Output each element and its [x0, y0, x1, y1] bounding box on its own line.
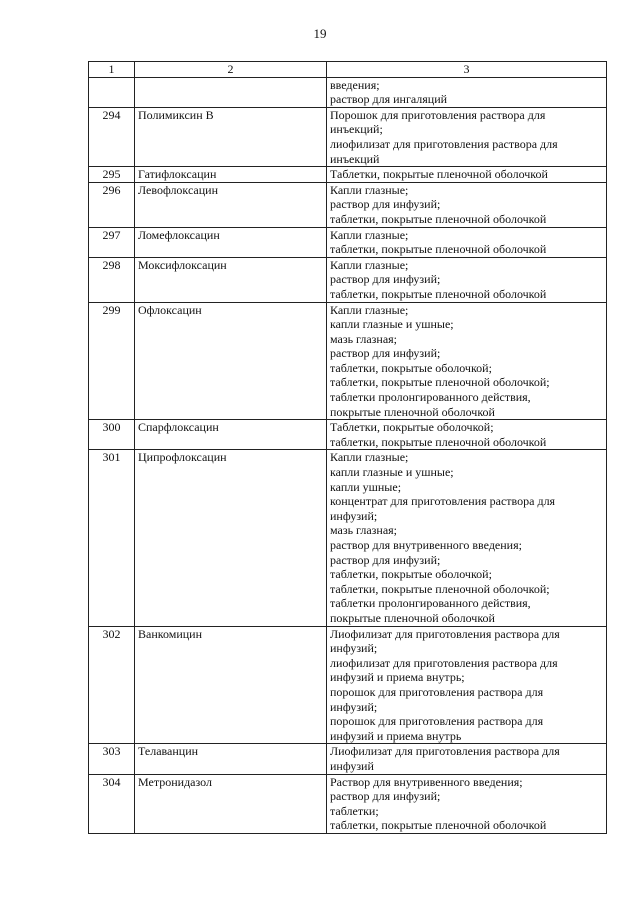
dosage-form-line: раствор для ингаляций [330, 92, 448, 107]
dosage-form-line: раствор для внутривенного введения; [330, 538, 522, 552]
drug-name: Спарфлоксацин [135, 420, 327, 450]
table-row [89, 167, 607, 183]
dosage-form-line: Капли глазные; [330, 302, 409, 317]
drug-name: Ломефлоксацин [135, 227, 327, 257]
dosage-form-line: таблетки; [330, 803, 379, 818]
dosage-form-line: раствор для инфузий; [330, 552, 441, 567]
row-number [89, 77, 135, 107]
table-row [89, 744, 607, 774]
dosage-forms [327, 626, 607, 744]
table-body [89, 77, 607, 833]
dosage-forms [327, 257, 607, 302]
dosage-form-line: лиофилизат для приготовления раствора для [330, 136, 558, 151]
dosage-form-line: концентрат для приготовления раствора для [330, 494, 556, 509]
row-number: 297 [89, 227, 135, 257]
drug-name: Ципрофлоксацин [135, 450, 327, 626]
table-row [89, 257, 607, 302]
dosage-form-line: таблетки, покрытые пленочной оболочкой [330, 286, 547, 301]
row-number: 298 [89, 257, 135, 302]
dosage-forms [327, 77, 607, 107]
table-header-row [89, 62, 607, 78]
dosage-form-line: таблетки, покрытые пленочной оболочкой [330, 211, 547, 226]
dosage-form-line: раствор для инфузий; [330, 789, 441, 804]
dosage-form-line: раствор для инфузий; [330, 272, 441, 287]
row-number: 302 [89, 626, 135, 744]
table-row [89, 77, 607, 107]
dosage-form-line: таблетки, покрытые пленочной оболочкой; [330, 581, 550, 596]
dosage-form-line: инфузий; [330, 508, 378, 523]
table-row [89, 107, 607, 166]
dosage-form-line: порошок для приготовления раствора для [330, 714, 544, 729]
dosage-form-line: Капли глазные; [330, 257, 409, 272]
dosage-forms [327, 182, 607, 227]
drug-name: Метронидазол [135, 774, 327, 833]
row-number: 294 [89, 107, 135, 166]
dosage-forms [327, 450, 607, 626]
drug-name [135, 77, 327, 107]
drug-name: Гатифлоксацин [135, 167, 327, 183]
dosage-forms [327, 227, 607, 257]
dosage-form-line: таблетки, покрытые пленочной оболочкой; [330, 375, 550, 390]
dosage-form-line: Капли глазные; [330, 450, 409, 465]
dosage-form-line: капли ушные; [330, 479, 402, 494]
dosage-form-line: инфузий; [330, 641, 378, 656]
table-row [89, 182, 607, 227]
drug-name: Моксифлоксацин [135, 257, 327, 302]
dosage-form-line: мазь глазная; [330, 523, 398, 538]
dosage-forms [327, 302, 607, 420]
dosage-form-line: инфузий и приема внутрь; [330, 670, 465, 685]
row-number: 295 [89, 167, 135, 183]
dosage-form-line: таблетки пролонгированного действия, [330, 596, 531, 611]
row-number: 296 [89, 182, 135, 227]
dosage-form-line: таблетки, покрытые оболочкой; [330, 360, 492, 375]
column-header: 2 [135, 62, 327, 78]
dosage-form-line: Капли глазные; [330, 182, 409, 197]
dosage-form-line: порошок для приготовления раствора для [330, 684, 544, 699]
dosage-form-line: капли глазные и ушные; [330, 465, 454, 480]
dosage-form-line: инъекций [330, 151, 380, 166]
column-header: 1 [89, 62, 135, 78]
dosage-forms [327, 744, 607, 774]
dosage-form-line: таблетки, покрытые пленочной оболочкой [330, 242, 547, 257]
dosage-form-line: раствор для инфузий; [330, 346, 441, 361]
dosage-form-line: инфузий и приема внутрь [330, 728, 462, 743]
row-number: 304 [89, 774, 135, 833]
dosage-form-line: Лиофилизат для приготовления раствора для [330, 626, 560, 641]
row-number: 299 [89, 302, 135, 420]
dosage-form-line: инфузий; [330, 699, 378, 714]
drug-name: Ванкомицин [135, 626, 327, 744]
table-row [89, 302, 607, 420]
dosage-form-line: инъекций; [330, 122, 383, 137]
dosage-form-line: Раствор для внутривенного введения; [330, 774, 523, 789]
drug-name: Полимиксин В [135, 107, 327, 166]
column-header: 3 [327, 62, 607, 78]
drug-name: Офлоксацин [135, 302, 327, 420]
table-row [89, 227, 607, 257]
dosage-form-line: Таблетки, покрытые пленочной оболочкой [330, 167, 548, 182]
drug-name: Левофлоксацин [135, 182, 327, 227]
table-row [89, 626, 607, 744]
dosage-form-line: лиофилизат для приготовления раствора для [330, 655, 558, 670]
dosage-form-line: таблетки, покрытые пленочной оболочкой [330, 818, 547, 833]
dosage-forms [327, 774, 607, 833]
row-number: 300 [89, 420, 135, 450]
table-row [89, 774, 607, 833]
dosage-form-line: Порошок для приготовления раствора для [330, 107, 546, 122]
table-row [89, 450, 607, 626]
dosage-form-line: инфузий [330, 758, 374, 773]
dosage-form-line: таблетки, покрытые пленочной оболочкой [330, 434, 547, 449]
dosage-forms [327, 107, 607, 166]
dosage-form-line: раствор для инфузий; [330, 197, 441, 212]
row-number: 301 [89, 450, 135, 626]
dosage-form-line: Лиофилизат для приготовления раствора для [330, 744, 560, 759]
table-row [89, 420, 607, 450]
dosage-forms [327, 420, 607, 450]
dosage-forms [327, 167, 607, 183]
dosage-form-line: капли глазные и ушные; [330, 317, 454, 332]
dosage-form-line: таблетки пролонгированного действия, [330, 390, 531, 405]
dosage-form-line: покрытые пленочной оболочкой [330, 404, 495, 419]
dosage-form-line: покрытые пленочной оболочкой [330, 610, 495, 625]
dosage-form-line: мазь глазная; [330, 331, 398, 346]
dosage-form-line: Капли глазные; [330, 227, 409, 242]
drug-name: Телаванцин [135, 744, 327, 774]
dosage-form-line: Таблетки, покрытые оболочкой; [330, 420, 494, 435]
row-number: 303 [89, 744, 135, 774]
dosage-form-line: таблетки, покрытые оболочкой; [330, 567, 492, 582]
drug-table [88, 61, 607, 834]
page-number: 19 [313, 26, 327, 41]
dosage-form-line: введения; [330, 77, 380, 92]
